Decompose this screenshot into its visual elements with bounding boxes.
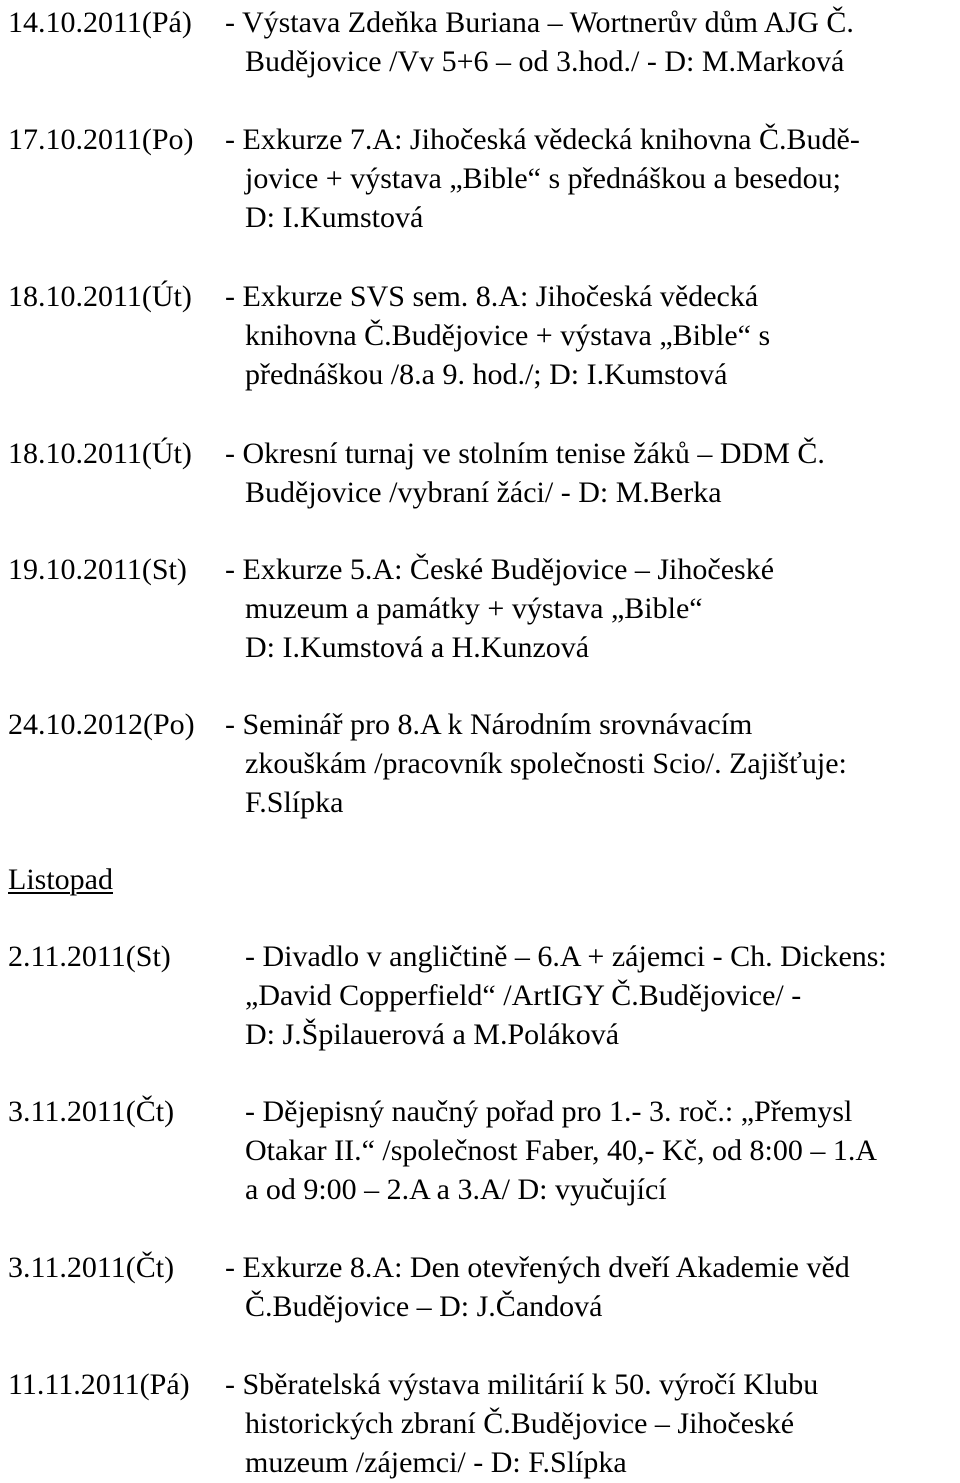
event-description-line: - Exkurze 7.A: Jihočeská vědecká knihovna Č.Budě- bbox=[225, 123, 860, 156]
event-description-line: - Exkurze SVS sem. 8.A: Jihočeská vědecká bbox=[225, 280, 759, 313]
event-description-line: muzeum a památky + výstava „Bible“ bbox=[245, 592, 703, 625]
event-description-line: muzeum /zájemci/ - D: F.Slípka bbox=[245, 1446, 627, 1479]
event-description-line: D: J.Špilauerová a M.Poláková bbox=[245, 1018, 620, 1051]
event-description-line: - Výstava Zdeňka Buriana – Wortnerův dům AJG Č. bbox=[225, 6, 854, 39]
event-description-line: jovice + výstava „Bible“ s přednáškou a besedou; bbox=[245, 162, 841, 195]
event-date: 18.10.2011(Út) bbox=[8, 437, 192, 470]
event-description-line: „David Copperfield“ /ArtIGY Č.Budějovice/ - bbox=[245, 979, 802, 1012]
event-description-line: historických zbraní Č.Budějovice – Jihočeské bbox=[245, 1407, 795, 1440]
event-description-line: zkouškám /pracovník společnosti Scio/. Zajišťuje: bbox=[245, 747, 847, 780]
event-date: 14.10.2011(Pá) bbox=[8, 6, 192, 39]
event-date: 3.11.2011(Čt) bbox=[8, 1251, 175, 1284]
event-description-line: Budějovice /Vv 5+6 – od 3.hod./ - D: M.Marková bbox=[245, 45, 845, 78]
event-description-line: Budějovice /vybraní žáci/ - D: M.Berka bbox=[245, 476, 722, 509]
event-description-line: F.Slípka bbox=[245, 786, 344, 819]
event-description-line: - Divadlo v angličtině – 6.A + zájemci - Ch. Dickens: bbox=[245, 940, 887, 973]
event-description-line: a od 9:00 – 2.A a 3.A/ D: vyučující bbox=[245, 1173, 667, 1206]
event-date: 24.10.2012(Po) bbox=[8, 708, 195, 741]
event-date: 17.10.2011(Po) bbox=[8, 123, 194, 156]
event-description-line: - Dějepisný naučný pořad pro 1.- 3. roč.: „Přemysl bbox=[245, 1095, 853, 1128]
event-description-line: - Exkurze 8.A: Den otevřených dveří Akademie věd bbox=[225, 1251, 850, 1284]
event-description-line: D: I.Kumstová a H.Kunzová bbox=[245, 631, 590, 664]
event-description-line: přednáškou /8.a 9. hod./; D: I.Kumstová bbox=[245, 358, 728, 391]
event-description-line: D: I.Kumstová bbox=[245, 201, 424, 234]
event-description-line: - Okresní turnaj ve stolním tenise žáků – DDM Č. bbox=[225, 437, 825, 470]
month-heading: Listopad bbox=[8, 863, 113, 896]
event-description-line: - Sběratelská výstava militárií k 50. výročí Klubu bbox=[225, 1368, 819, 1401]
event-description-line: Č.Budějovice – D: J.Čandová bbox=[245, 1290, 603, 1323]
event-date: 11.11.2011(Pá) bbox=[8, 1368, 190, 1401]
event-date: 19.10.2011(St) bbox=[8, 553, 187, 586]
event-description-line: knihovna Č.Budějovice + výstava „Bible“ s bbox=[245, 319, 771, 352]
event-description-line: Otakar II.“ /společnost Faber, 40,- Kč, od 8:00 – 1.A bbox=[245, 1134, 877, 1167]
event-date: 18.10.2011(Út) bbox=[8, 280, 192, 313]
event-description-line: - Exkurze 5.A: České Budějovice – Jihočeské bbox=[225, 553, 775, 586]
event-date: 3.11.2011(Čt) bbox=[8, 1095, 175, 1128]
event-description-line: - Seminář pro 8.A k Národním srovnávacím bbox=[225, 708, 753, 741]
event-date: 2.11.2011(St) bbox=[8, 940, 171, 973]
